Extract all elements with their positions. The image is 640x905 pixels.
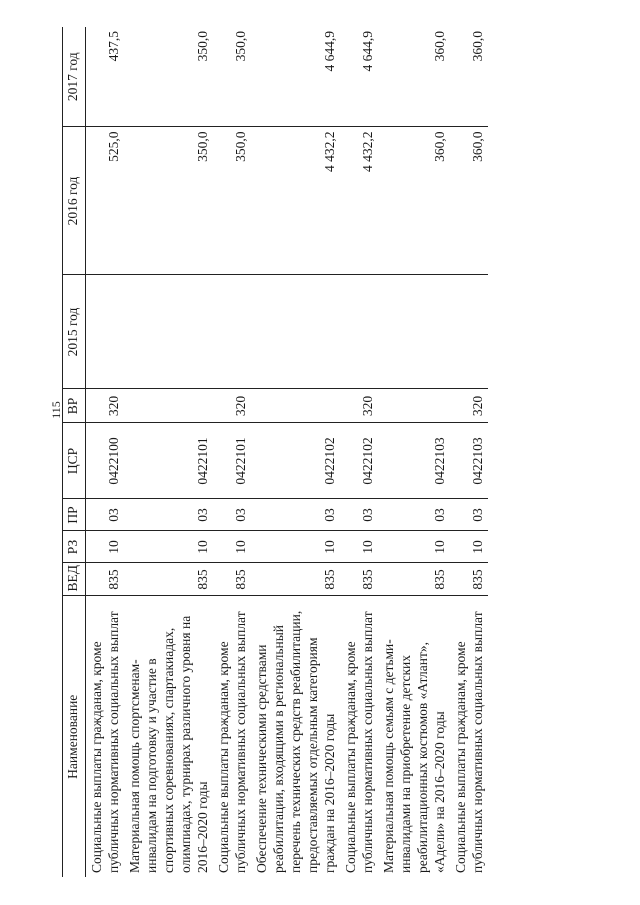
table-row <box>378 27 450 877</box>
row-ved: 835 <box>340 563 378 596</box>
row-2016: 525,0 <box>86 127 125 275</box>
row-2017: 350,0 <box>213 27 251 127</box>
row-name: Социальные выплаты гражданам, кроме публичных нормативных социальных выплат <box>89 611 121 873</box>
row-2015 <box>450 275 488 389</box>
row-2016: 360,0 <box>378 127 450 275</box>
row-pr: 03 <box>378 499 450 531</box>
row-rz: 10 <box>124 531 213 563</box>
row-2016: 350,0 <box>213 127 251 275</box>
header-pr: ПР <box>63 499 86 531</box>
rotated-page <box>62 27 542 877</box>
table-row <box>213 27 251 877</box>
row-ved: 835 <box>213 563 251 596</box>
row-ved: 835 <box>450 563 488 596</box>
row-2016: 360,0 <box>450 127 488 275</box>
row-csr: 0422102 <box>340 423 378 499</box>
row-pr: 03 <box>86 499 125 531</box>
row-2015 <box>378 275 450 389</box>
row-2015 <box>124 275 213 389</box>
row-vr: 320 <box>86 389 125 423</box>
row-rz: 10 <box>340 531 378 563</box>
table-row <box>340 27 378 877</box>
row-name: Материальная помощь спортсменам-инвалидам на подготовку и участие в спортивных соревнованиях, спартакиадах, олимпиадах, турнирах различного уровня на 2016–2020 годы <box>127 615 210 873</box>
row-pr: 03 <box>340 499 378 531</box>
row-ved: 835 <box>251 563 340 596</box>
table-row <box>124 27 213 877</box>
row-name: Социальные выплаты гражданам, кроме публичных нормативных социальных выплат <box>343 611 375 873</box>
row-pr: 03 <box>124 499 213 531</box>
row-rz: 10 <box>378 531 450 563</box>
row-csr: 0422100 <box>86 423 125 499</box>
row-csr: 0422101 <box>124 423 213 499</box>
row-2016: 4 432,2 <box>340 127 378 275</box>
row-pr: 03 <box>450 499 488 531</box>
row-csr: 0422103 <box>378 423 450 499</box>
row-name: Социальные выплаты гражданам, кроме публичных нормативных социальных выплат <box>216 611 248 873</box>
header-2015: 2015 год <box>63 275 86 389</box>
row-name: Обеспечение техническими средствами реабилитации, входящими в региональный перечень технических средств реабилитации, предоставляемых отдельным категориям граждан на 2016–2020 годы <box>254 610 337 873</box>
row-vr <box>378 389 450 423</box>
row-pr: 03 <box>213 499 251 531</box>
row-rz: 10 <box>450 531 488 563</box>
row-csr: 0422103 <box>450 423 488 499</box>
header-ved: ВЕД <box>63 563 86 596</box>
row-2017: 4 644,9 <box>340 27 378 127</box>
row-2016: 4 432,2 <box>251 127 340 275</box>
row-rz: 10 <box>213 531 251 563</box>
row-vr: 320 <box>340 389 378 423</box>
row-2015 <box>213 275 251 389</box>
row-ved: 835 <box>378 563 450 596</box>
row-2017: 4 644,9 <box>251 27 340 127</box>
header-name: Наименование <box>63 596 86 877</box>
page-number: 115 <box>49 401 63 419</box>
row-2015 <box>86 275 125 389</box>
table-row <box>86 27 125 877</box>
header-2017: 2017 год <box>63 27 86 127</box>
row-vr <box>251 389 340 423</box>
header-row <box>63 27 86 877</box>
row-name: Материальная помощь семьям с детьми-инвалидами на приобретение детских реабилитационных костюмов «Атлант», «Адели» на 2016–2020 годы <box>381 639 447 873</box>
row-pr: 03 <box>251 499 340 531</box>
row-rz: 10 <box>251 531 340 563</box>
row-csr: 0422101 <box>213 423 251 499</box>
row-name: Социальные выплаты гражданам, кроме публичных нормативных социальных выплат <box>453 611 485 873</box>
row-vr <box>124 389 213 423</box>
row-2017: 360,0 <box>378 27 450 127</box>
row-2016: 350,0 <box>124 127 213 275</box>
row-2017: 350,0 <box>124 27 213 127</box>
header-csr: ЦСР <box>63 423 86 499</box>
table-row <box>450 27 488 877</box>
row-2015 <box>340 275 378 389</box>
row-csr: 0422102 <box>251 423 340 499</box>
row-2015 <box>251 275 340 389</box>
table-row <box>251 27 340 877</box>
row-ved: 835 <box>86 563 125 596</box>
header-vr: ВР <box>63 389 86 423</box>
row-2017: 437,5 <box>86 27 125 127</box>
row-2017: 360,0 <box>450 27 488 127</box>
header-rz: РЗ <box>63 531 86 563</box>
row-rz: 10 <box>86 531 125 563</box>
budget-table <box>62 27 488 877</box>
header-2016: 2016 год <box>63 127 86 275</box>
row-vr: 320 <box>450 389 488 423</box>
row-ved: 835 <box>124 563 213 596</box>
row-vr: 320 <box>213 389 251 423</box>
